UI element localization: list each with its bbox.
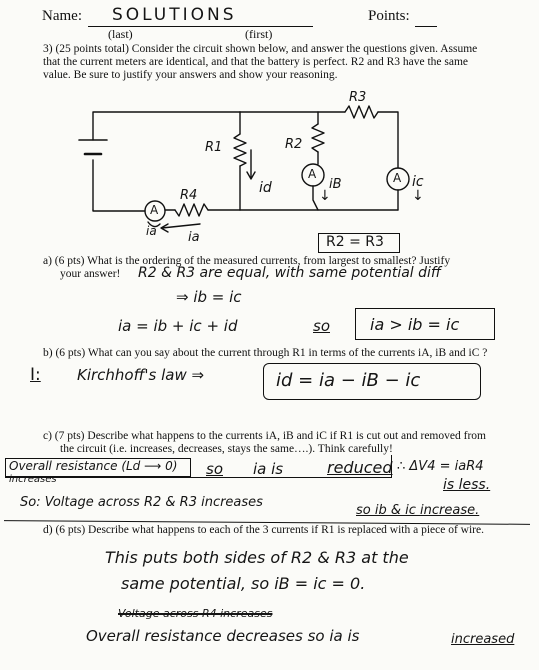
qb-roman: I: bbox=[30, 365, 41, 385]
qa-line-1: a) (6 pts) What is the ordering of the measured currents, from largest to smallest? Justify bbox=[43, 255, 451, 267]
r4-resistor bbox=[175, 204, 208, 216]
qc-line-2: the circuit (i.e. increases, decreases, stays the same….). Think carefully! bbox=[60, 443, 393, 455]
intro-line-1: 3) (25 points total) Consider the circuit shown below, and answer the questions given. Assume bbox=[43, 43, 478, 55]
qd-answer-2: same potential, so iB = ic = 0. bbox=[121, 574, 366, 593]
intro-line-3: value. Be sure to justify your answers and show your reasoning. bbox=[43, 69, 338, 81]
qc-line-2b-answer: so ib & ic increase. bbox=[356, 503, 480, 518]
qc-reduced: reduced bbox=[327, 458, 393, 477]
qa-answer-so: so bbox=[313, 317, 330, 335]
ammeter-b-label: A bbox=[308, 167, 317, 181]
qc-increases: increases bbox=[9, 474, 57, 485]
wire-left-top bbox=[93, 112, 240, 140]
qc-line-1: c) (7 pts) Describe what happens to the currents iA, iB and iC if R1 is cut out and removed from bbox=[43, 430, 486, 442]
wire-top-right bbox=[378, 112, 398, 168]
qa-line-2: your answer! bbox=[60, 268, 121, 280]
qc-reduced-box bbox=[5, 455, 392, 478]
first-label: (first) bbox=[245, 27, 273, 41]
label-r3: R3 bbox=[349, 90, 367, 105]
label-r2: R2 bbox=[285, 137, 303, 152]
equality-text: R2 = R3 bbox=[326, 234, 384, 250]
arrow-ib: ↓ bbox=[319, 188, 331, 204]
qc-ia-is: ia is bbox=[253, 460, 284, 478]
qc-resistance: Overall resistance (Ld ⟶ 0) bbox=[9, 459, 178, 473]
qa-answer-2: ⇒ ib = ic bbox=[176, 288, 242, 306]
name-value: SOLUTIONS bbox=[112, 5, 237, 25]
ammeter-c-label: A bbox=[393, 171, 402, 185]
qd-answer-3b: increased bbox=[451, 632, 515, 647]
qa-answer-1: R2 & R3 are equal, with same potential diff bbox=[138, 265, 442, 281]
label-r4: R4 bbox=[180, 188, 198, 203]
wire-bottom-left bbox=[93, 210, 145, 211]
qc-so: so bbox=[206, 460, 223, 478]
intro-line-2: that the current meters are identical, and that the battery is perfect. R2 and R3 have the same bbox=[43, 56, 469, 68]
label-id: id bbox=[259, 180, 272, 196]
label-ib: iB bbox=[329, 177, 342, 192]
r2-resistor bbox=[312, 124, 324, 152]
qd-answer-1: This puts both sides of R2 & R3 at the bbox=[105, 548, 409, 567]
qd-struck: Voltage across R4 increases bbox=[118, 607, 273, 620]
label-ia-right: ia bbox=[188, 230, 200, 245]
qb-line: b) (6 pts) What can you say about the current through R1 in terms of the currents iA, iB and iC ? bbox=[43, 347, 488, 359]
qd-line: d) (6 pts) Describe what happens to each of the 3 currents if R1 is replaced with a piece of wire. bbox=[43, 524, 484, 536]
qc-dv: ∴ ΔV4 = iaR4 bbox=[397, 459, 484, 474]
label-ia-left: ia bbox=[146, 224, 157, 238]
r1-resistor bbox=[234, 134, 246, 166]
label-r1: R1 bbox=[205, 140, 223, 155]
qc-line-2-answer: So: Voltage across R2 & R3 increases bbox=[20, 495, 263, 510]
qc-is-less: is less. bbox=[443, 477, 491, 493]
label-ic: ic bbox=[412, 174, 424, 190]
qa-answer-3: ia = ib + ic + id bbox=[118, 317, 238, 335]
qa-answer-boxed: ia > ib = ic bbox=[370, 315, 460, 334]
qb-answer: id = ia − iB − ic bbox=[276, 370, 421, 391]
last-label: (last) bbox=[108, 27, 133, 41]
arrow-ic: ↓ bbox=[412, 188, 424, 204]
wire-r2-bottom bbox=[313, 186, 318, 210]
points-label: Points: bbox=[368, 8, 410, 24]
qd-answer-3: Overall resistance decreases so ia is bbox=[86, 627, 360, 645]
qb-law: Kirchhoff's law ⇒ bbox=[77, 366, 205, 384]
name-label: Name: bbox=[42, 8, 82, 24]
ammeter-a-label: A bbox=[150, 203, 159, 217]
r3-resistor bbox=[345, 106, 378, 118]
